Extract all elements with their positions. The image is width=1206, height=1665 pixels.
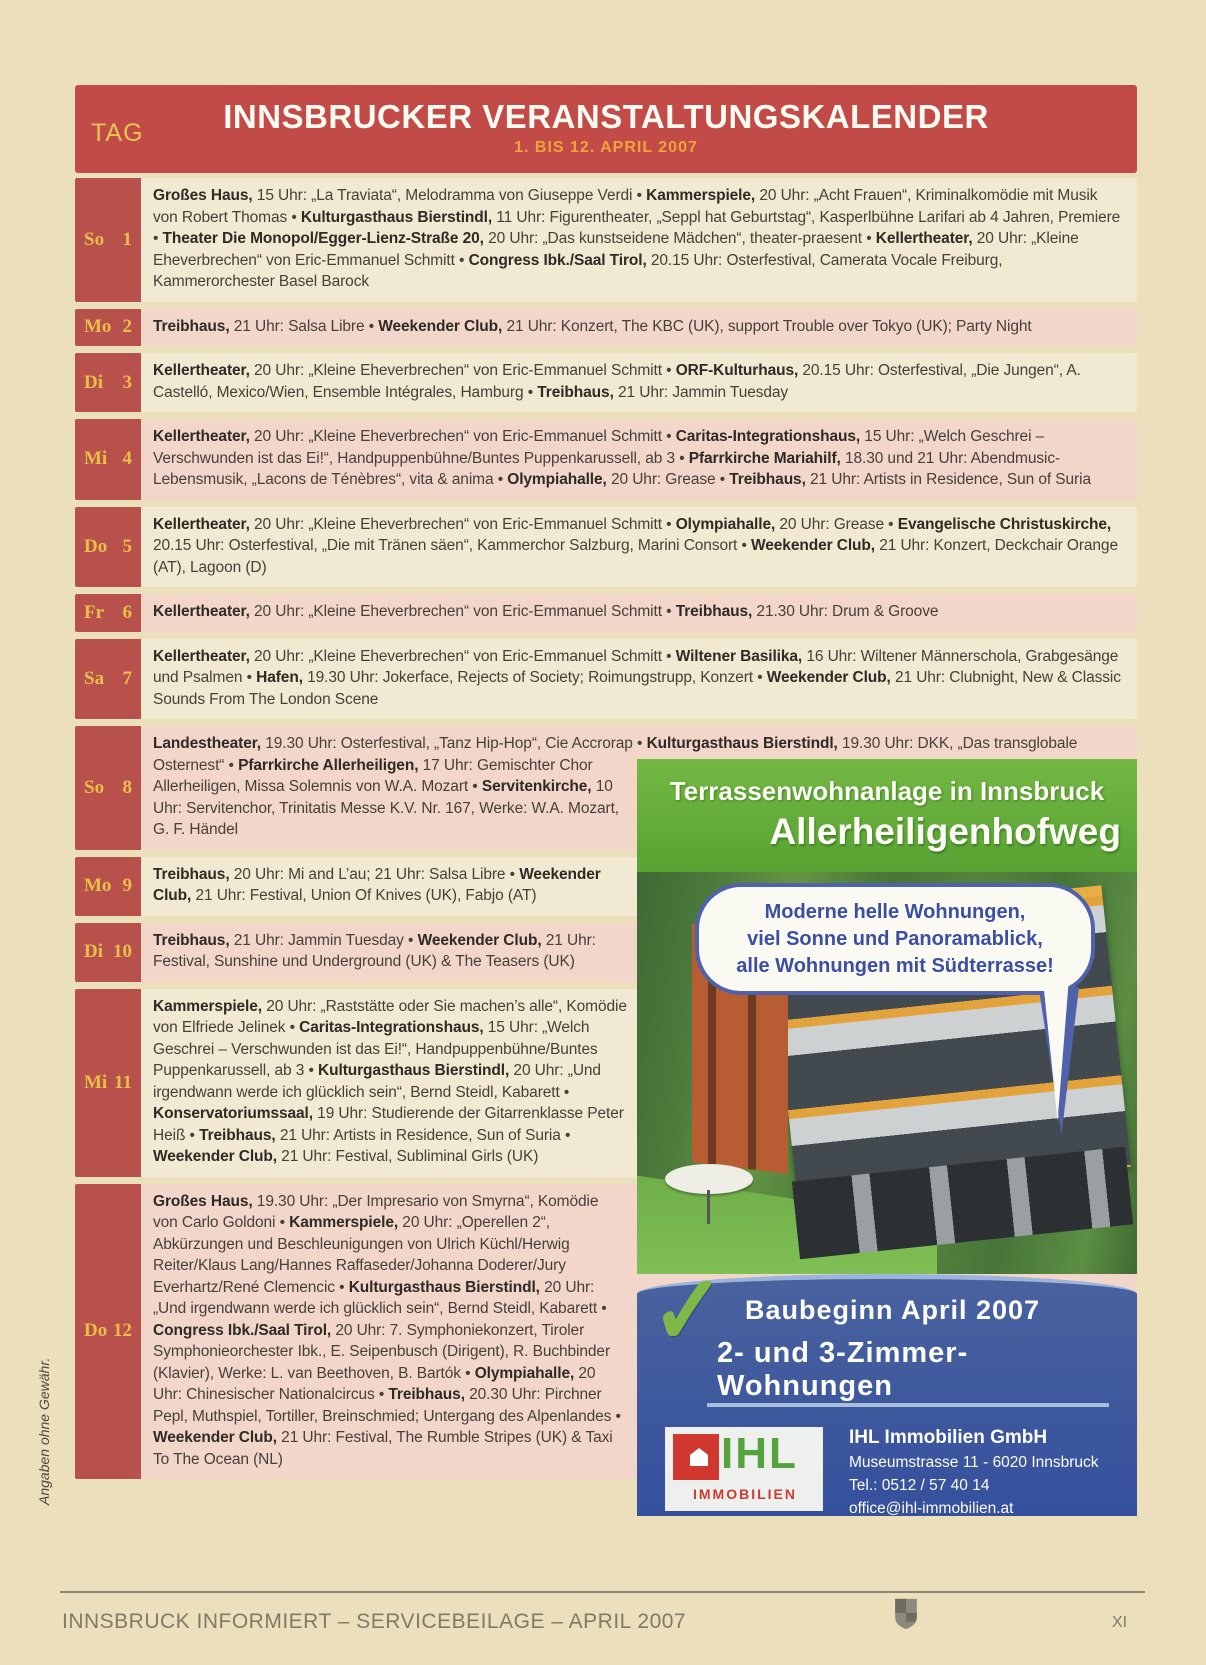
footer-text: INNSBRUCK INFORMIERT – SERVICEBEILAGE – APRIL 2007: [62, 1610, 687, 1633]
day-cell: [75, 923, 141, 982]
calendar-header: [75, 85, 1137, 173]
page-number: XI: [1112, 1614, 1128, 1631]
company-phone: Tel.: 0512 / 57 40 14: [849, 1477, 990, 1494]
events-text: Kellertheater, 20 Uhr: „Kleine Eheverbrechen“ von Eric-Emmanuel Schmitt • ORF-Kulturhaus, 20.15 Uhr: Osterfestival, „Die Jungen“, A. Castelló, Mexico/Wien, Ensemble Intégrales, Hamburg • Treibhaus, 21 Uhr: Jammin Tuesday: [153, 362, 1081, 401]
calendar-row-sa7: [75, 639, 1137, 720]
umbrella-pole: [707, 1190, 710, 1224]
day-number: 2: [122, 316, 132, 338]
calendar-row-mo2: [75, 309, 1137, 347]
day-number: 1: [122, 228, 132, 250]
day-cell: [75, 594, 141, 632]
ad-headline-project: Allerheiligenhofweg: [769, 811, 1121, 852]
events-text: Treibhaus, 21 Uhr: Jammin Tuesday • Weekender Club, 21 Uhr: Festival, Sunshine und Underground (UK) & The Teasers (UK): [153, 931, 596, 970]
day-cell: [75, 639, 141, 720]
ad-banner-line2: 2- und 3-Zimmer-Wohnungen: [717, 1337, 969, 1402]
footer-divider: [60, 1591, 1145, 1593]
company-email: office@ihl-immobilien.at: [849, 1500, 1014, 1517]
day-number: 7: [122, 667, 132, 689]
day-number: 3: [122, 371, 132, 393]
events-text: Kellertheater, 20 Uhr: „Kleine Eheverbrechen“ von Eric-Emmanuel Schmitt • Treibhaus, 21.30 Uhr: Drum & Groove: [153, 603, 939, 620]
day-abbr: Fr: [84, 601, 105, 623]
events-text: Großes Haus, 15 Uhr: „La Traviata“, Melodramma von Giuseppe Verdi • Kammerspiele, 20 Uhr: „Acht Frauen“, Kriminalkomödie mit Musik von Robert Thomas • Kulturgasthaus Bierstindl, 11 Uhr: Figurentheater, „Seppl hat Geburtstag“, Kasperlbühne Larifari ab 4 Jahren, Premiere • Theater Die Monopol/Egger-Lienz-Straße 20, 20 Uhr: „Das kunstseidene Mädchen“, theater-praesent • Kellertheater, 20 Uhr: „Kleine Eheverbrechen“ von Eric-Emmanuel Schmitt • Congress Ibk./Saal Tirol, 20.15 Uhr: Osterfestival, Camerata Vocale Freiburg, Kammerorchester Basel Barock: [153, 187, 1121, 290]
day-cell: [75, 309, 141, 347]
page-title: INNSBRUCKER VERANSTALTUNGSKALENDER: [223, 98, 989, 135]
day-abbr: Di: [84, 371, 103, 393]
events-text: Treibhaus, 20 Uhr: Mi and L’au; 21 Uhr: Salsa Libre • Weekender Club, 21 Uhr: Festival, Union Of Knives (UK), Fabjo (AT): [153, 865, 601, 904]
speech-bubble: [695, 883, 1095, 995]
day-cell: [75, 419, 141, 500]
day-number: 6: [122, 601, 132, 623]
events-text: Kellertheater, 20 Uhr: „Kleine Eheverbrechen“ von Eric-Emmanuel Schmitt • Wiltener Basilika, 16 Uhr: Wiltener Männerschola, Grabgesänge und Psalmen • Hafen, 19.30 Uhr: Jokerface, Rejects of Society; Roimungstrupp, Konzert • Weekender Club, 21 Uhr: Clubnight, New & Classic Sounds From The London Scene: [153, 647, 1121, 708]
day-cell: [75, 989, 141, 1177]
day-abbr: Do: [84, 535, 108, 557]
day-abbr: Mi: [84, 448, 108, 470]
ihl-logo: [665, 1427, 823, 1511]
day-number: 8: [122, 776, 132, 798]
logo-subtext: IMMOBILIEN: [693, 1486, 797, 1502]
ad-contact-block: [849, 1425, 1099, 1520]
events-text: Treibhaus, 21 Uhr: Salsa Libre • Weekender Club, 21 Uhr: Konzert, The KBC (UK), support Trouble over Tokyo (UK); Party Night: [153, 317, 1032, 335]
day-abbr: Do: [84, 1320, 108, 1342]
day-number: 4: [122, 448, 132, 470]
day-abbr: Mo: [84, 316, 112, 338]
event-calendar: [75, 85, 1137, 1516]
tag-column-label: TAG: [91, 119, 144, 147]
house-icon: [690, 1448, 708, 1466]
day-cell: [75, 857, 141, 916]
day-number: 10: [113, 941, 132, 962]
day-number: 9: [122, 875, 132, 896]
day-number: 5: [122, 535, 132, 557]
day-abbr: So: [84, 776, 105, 798]
date-range-subtitle: 1. BIS 12. APRIL 2007: [514, 139, 698, 156]
events-text: Kellertheater, 20 Uhr: „Kleine Eheverbrechen“ von Eric-Emmanuel Schmitt • Olympiahalle, 20 Uhr: Grease • Evangelische Christuskirche, 20.15 Uhr: Osterfestival, „Die mit Tränen säen“, Kammerchor Salzburg, Marini Consort • Weekender Club, 21 Uhr: Konzert, Deckchair Orange (AT), Lagoon (D): [153, 515, 1118, 576]
events-text: Landestheater, 19.30 Uhr: Osterfestival, „Tanz Hip-Hop“, Cie Accrorap • Kulturgasthaus Bierstindl, 19.30 Uhr: DKK, „Das transglobale Osternest“ • Pfarrkirche Allerheiligen, 17 Uhr: Gemischter Chor Allerheiligen, Missa Solemnis von W.A. Mozart • Servitenkirche, 10 Uhr: Servitenchor, Trinitatis Messe K.V. Nr. 167, Werke: W.A. Mozart, G. F. Händel: [153, 735, 1078, 838]
ad-headline-location: Terrassenwohnanlage in Innsbruck: [669, 776, 1105, 806]
real-estate-advertisement: [627, 733, 1137, 1516]
company-name: IHL Immobilien GmbH: [849, 1427, 1048, 1448]
day-abbr: Di: [84, 941, 103, 962]
calendar-row-fr6: [75, 594, 1137, 632]
day-number: 12: [113, 1320, 132, 1342]
calendar-row-mi4: [75, 419, 1137, 500]
day-cell: [75, 353, 141, 412]
day-number: 11: [114, 1071, 132, 1093]
banner-divider: [707, 1403, 1109, 1407]
logo-text: IHL: [721, 1429, 798, 1478]
events-text: Kellertheater, 20 Uhr: „Kleine Eheverbrechen“ von Eric-Emmanuel Schmitt • Caritas-Integrationshaus, 15 Uhr: „Welch Geschrei – Verschwunden ist das Ei!“, Handpuppenbühne/Buntes Puppenkarussell, ab 3 • Pfarrkirche Mariahilf, 18.30 und 21 Uhr: Abendmusic-Lebensmusik, „Lacons de Ténèbres“, vita & anima • Olympiahalle, 20 Uhr: Grease • Treibhaus, 21 Uhr: Artists in Residence, Sun of Suria: [153, 428, 1091, 488]
bubble-line: viel Sonne und Panoramablick,: [747, 927, 1043, 950]
day-cell: [75, 1184, 141, 1480]
calendar-row-so1: [75, 178, 1137, 302]
day-abbr: So: [84, 228, 105, 250]
events-text: Großes Haus, 19.30 Uhr: „Der Impresario von Smyrna“, Komödie von Carlo Goldoni • Kammerspiele, 20 Uhr: „Operellen 2“, Abkürzungen und Beschleunigungen von Ulrich Küchl/Herwig Reiter/Klaus Lang/Hannes Raffaseder/Johanna Doderer/Jury Everhartz/René Clemencic • Kulturgasthaus Bierstindl, 20 Uhr: „Und irgendwann werde ich glücklich sein“, Bernd Steidl, Kabarett • Congress Ibk./Saal Tirol, 20 Uhr: 7. Symphoniekonzert, Tiroler Symphonieorchester Ibk., E. Seipenbusch (Dirigent), R. Buchbinder (Klavier), Werke: L. van Beethoven, B. Bartók • Olympiahalle, 20 Uhr: Chinesischer Nationalcircus • Treibhaus, 20.30 Uhr: Pirchner Pepl, Muthspiel, Tortiller, Breinschmied; Untergang des Alpenlandes • Weekender Club, 21 Uhr: Festival, The Rumble Stripes (UK) & Taxi To The Ocean (NL): [153, 1192, 621, 1468]
disclaimer-note: Angaben ohne Gewähr.: [36, 1357, 52, 1505]
bubble-line: Moderne helle Wohnungen,: [764, 900, 1026, 923]
bubble-line: alle Wohnungen mit Südterrasse!: [736, 954, 1054, 977]
company-address: Museumstrasse 11 - 6020 Innsbruck: [849, 1454, 1099, 1471]
ad-banner-line1: Baubeginn April 2007: [745, 1295, 1041, 1325]
day-cell: [75, 726, 141, 850]
innsbruck-crest-icon: [893, 1597, 919, 1636]
calendar-row-di3: [75, 353, 1137, 412]
day-cell: [75, 507, 141, 588]
events-text: Kammerspiele, 20 Uhr: „Raststätte oder Sie machen’s alle“, Komödie von Elfriede Jelinek • Caritas-Integrationshaus, 15 Uhr: „Welch Geschrei – Verschwunden ist das Ei!“, Handpuppenbühne/Buntes Puppenkarussell, ab 3 • Kulturgasthaus Bierstindl, 20 Uhr: „Und irgendwann werde ich glücklich sein“, Bernd Steidl, Kabarett • Konservatoriumssaal, 19 Uhr: Studierende der Gitarrenklasse Peter Heiß • Treibhaus, 21 Uhr: Artists in Residence, Sun of Suria • Weekender Club, 21 Uhr: Festival, Subliminal Girls (UK): [153, 997, 627, 1165]
day-abbr: Mo: [84, 875, 112, 896]
day-abbr: Mi: [84, 1071, 108, 1093]
day-cell: [75, 178, 141, 302]
day-abbr: Sa: [84, 667, 105, 689]
logo-red-square: [673, 1434, 719, 1480]
ad-blue-banner: [637, 1255, 1137, 1517]
checkmark-icon: ✓: [651, 1255, 726, 1365]
ad-green-header: [637, 759, 1137, 872]
calendar-row-do5: [75, 507, 1137, 588]
